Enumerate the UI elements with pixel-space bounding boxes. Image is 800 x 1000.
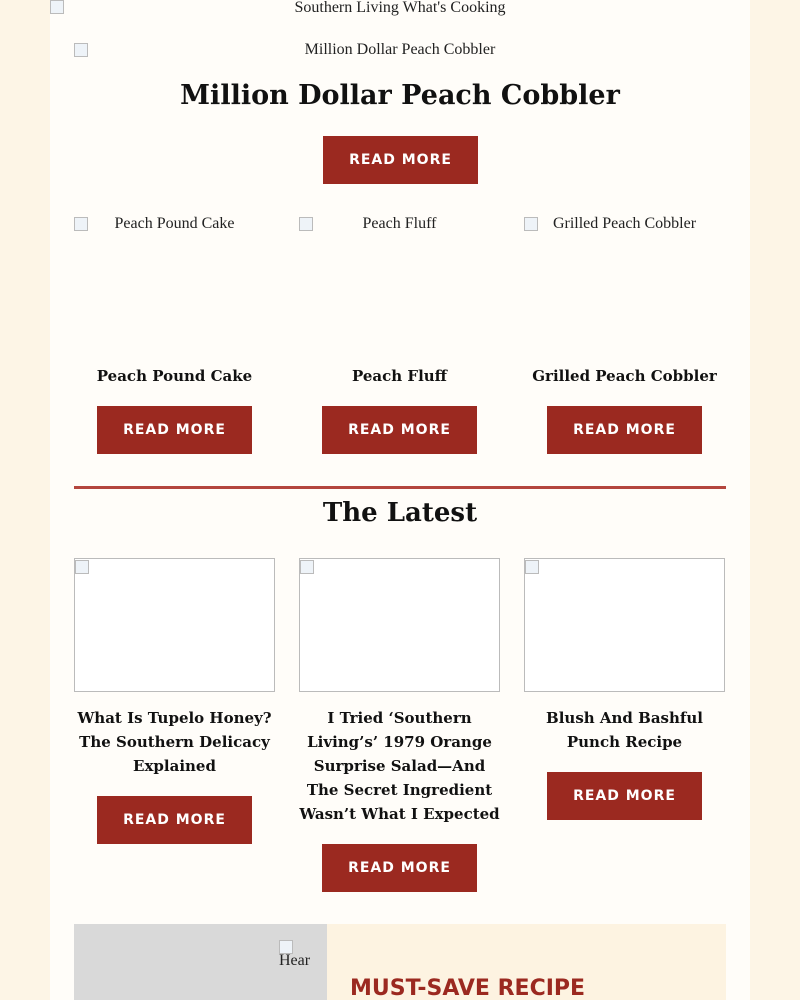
featured-image-grilled-peach-cobbler[interactable] (524, 216, 725, 346)
latest-heading: The Latest (322, 498, 478, 528)
promo-image[interactable] (279, 940, 310, 970)
latest-read-more-button[interactable]: READ MORE (547, 772, 702, 820)
featured-image-alt-text: Grilled Peach Cobbler (552, 215, 697, 232)
hero-image[interactable] (74, 42, 726, 66)
promo-block (74, 924, 726, 1000)
featured-read-more-button[interactable]: READ MORE (97, 406, 252, 454)
featured-title[interactable]: Grilled Peach Cobbler (532, 367, 717, 385)
hero-image-alt-text: Million Dollar Peach Cobbler (304, 41, 496, 58)
promo-image-alt-text: Hear (279, 952, 311, 969)
latest-image[interactable] (74, 558, 275, 692)
promo-text-panel (327, 924, 726, 1000)
latest-title[interactable]: I Tried ‘Southern Living’s’ 1979 Orange Surprise Salad—And The Secret Ingredient Wasn’t What I Expected (299, 709, 500, 823)
broken-image-icon (75, 560, 89, 574)
section-divider (74, 486, 726, 489)
broken-image-icon (525, 560, 539, 574)
featured-title[interactable]: Peach Fluff (352, 367, 447, 385)
site-logo-alt-text: Southern Living What's Cooking (294, 0, 506, 16)
site-logo-image[interactable] (50, 0, 750, 20)
hero-read-more-button[interactable]: READ MORE (323, 136, 478, 184)
featured-read-more-button[interactable]: READ MORE (322, 406, 477, 454)
featured-image-alt-text: Peach Pound Cake (114, 215, 235, 232)
featured-image-peach-fluff[interactable] (299, 216, 500, 346)
hero-title[interactable]: Million Dollar Peach Cobbler (180, 80, 620, 111)
promo-heading: MUST-SAVE RECIPE (350, 976, 586, 1000)
latest-title[interactable]: Blush And Bashful Punch Recipe (546, 709, 703, 751)
latest-image[interactable] (524, 558, 725, 692)
featured-image-peach-pound-cake[interactable] (74, 216, 275, 346)
latest-title[interactable]: What Is Tupelo Honey? The Southern Delicacy Explained (77, 709, 272, 775)
featured-image-alt-text: Peach Fluff (362, 215, 437, 232)
email-container (50, 0, 750, 1000)
latest-image[interactable] (299, 558, 500, 692)
broken-image-icon (300, 560, 314, 574)
latest-read-more-button[interactable]: READ MORE (97, 796, 252, 844)
featured-title[interactable]: Peach Pound Cake (96, 367, 253, 385)
promo-image-panel[interactable] (74, 924, 327, 1000)
featured-read-more-button[interactable]: READ MORE (547, 406, 702, 454)
latest-read-more-button[interactable]: READ MORE (322, 844, 477, 892)
